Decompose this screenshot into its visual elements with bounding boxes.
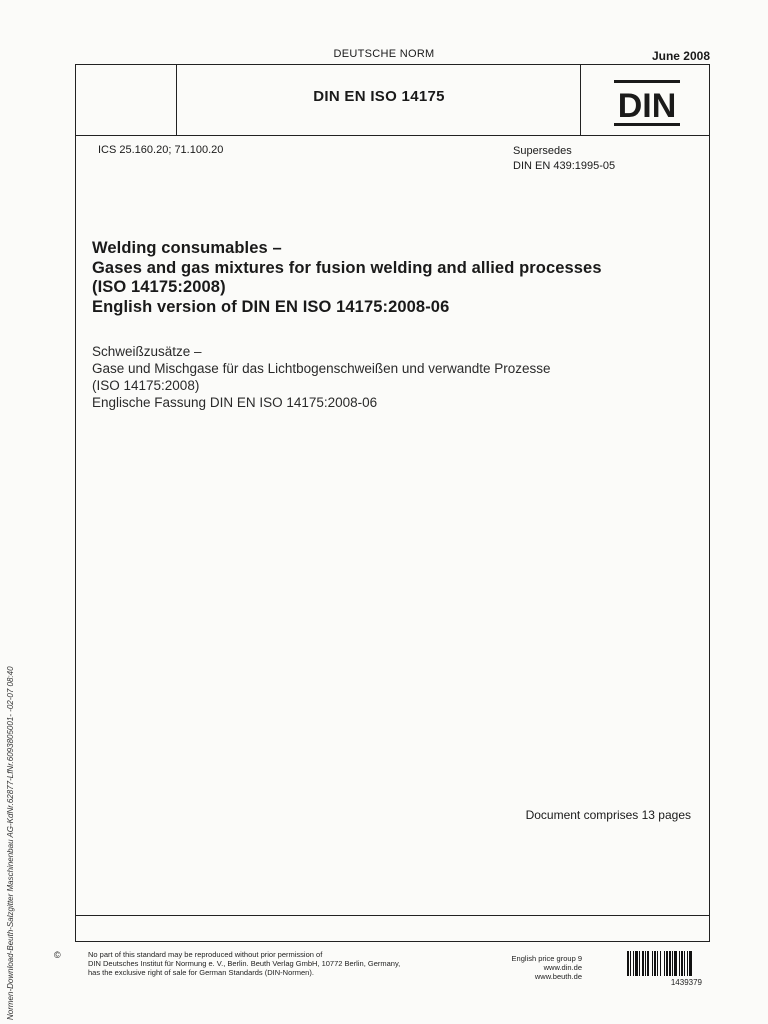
copyright-line: has the exclusive right of sale for German Standards (DIN-Normen). [88,968,314,977]
supersedes-label: Supersedes [513,145,572,157]
frame-top-border [75,64,710,65]
header-divider [75,135,710,136]
norm-type-label: DEUTSCHE NORM [333,48,435,60]
copyright-line: DIN Deutsches Institut für Normung e. V., Berlin. Beuth Verlag GmbH, 10772 Berlin, Germany, [88,959,401,968]
document-number: DIN EN ISO 14175 [313,88,445,105]
title-en-line: Gases and gas mixtures for fusion welding and allied processes [92,258,602,277]
ics-code: ICS 25.160.20; 71.100.20 [98,144,224,156]
title-en-line: English version of DIN EN ISO 14175:2008-06 [92,297,450,316]
header-cell-divider-left [176,64,177,136]
barcode-number: 1439379 [670,978,702,987]
copyright-symbol: © [54,950,61,960]
header-cell-divider-right [580,64,581,136]
page-count: Document comprises 13 pages [525,808,691,822]
footer-divider-1 [75,915,710,916]
price-group: English price group 9 [511,954,582,963]
title-de-line: Englische Fassung DIN EN ISO 14175:2008-06 [92,395,378,410]
title-de-line: Schweißzusätze – [92,344,202,359]
supersedes-value: DIN EN 439:1995-05 [513,160,616,172]
website-beuth: www.beuth.de [534,972,582,981]
title-en-line: (ISO 14175:2008) [92,278,226,296]
frame-left-border [75,64,76,942]
website-din: www.din.de [543,963,582,972]
barcode [627,951,702,976]
title-de-line: (ISO 14175:2008) [92,378,200,393]
title-german [92,343,551,411]
footer-divider-2 [75,941,710,942]
title-de-line: Gase und Mischgase für das Lichtbogenschweißen und verwandte Prozesse [92,361,551,376]
publication-date: June 2008 [651,49,710,63]
price-block [484,954,582,981]
frame-right-border [709,64,710,942]
title-en-line: Welding consumables – [92,239,282,257]
din-logo-text: DIN [617,87,677,125]
din-logo [614,80,680,126]
supersedes-block [513,144,615,174]
copyright-line: No part of this standard may be reproduced without prior permission of [88,950,323,959]
copyright-notice [88,950,400,977]
title-english [92,239,602,317]
download-stamp: Normen-Download-Beuth-Salzgitter Maschinenbau AG-KdNr.62877-LfNr.6093805001- -02-07 08:40 [6,666,15,1020]
